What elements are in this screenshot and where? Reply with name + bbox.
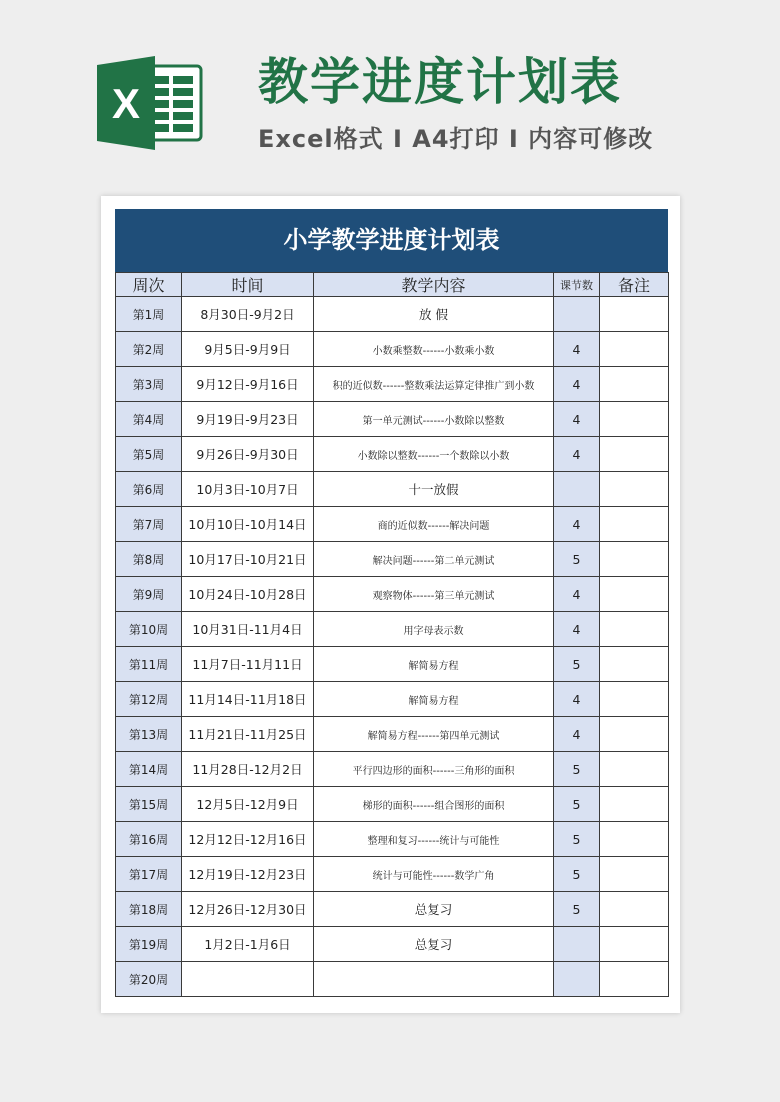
time-cell[interactable] [182,962,314,997]
lesson-count-cell[interactable] [554,927,600,962]
time-cell[interactable]: 11月7日-11月11日 [182,647,314,682]
content-cell[interactable]: 商的近似数------解决问题 [314,507,554,542]
time-cell[interactable]: 11月28日-12月2日 [182,752,314,787]
note-cell[interactable] [600,367,669,402]
column-header-week[interactable]: 周次 [116,273,182,297]
content-cell[interactable]: 整理和复习------统计与可能性 [314,822,554,857]
content-cell[interactable]: 小数除以整数------一个数除以小数 [314,437,554,472]
week-cell[interactable]: 第20周 [116,962,182,997]
table-row [116,822,669,857]
week-cell[interactable]: 第14周 [116,752,182,787]
time-cell[interactable]: 12月19日-12月23日 [182,857,314,892]
time-cell[interactable]: 9月5日-9月9日 [182,332,314,367]
content-cell[interactable]: 解简易方程 [314,682,554,717]
table-row [116,857,669,892]
content-cell[interactable]: 总复习 [314,892,554,927]
week-cell[interactable]: 第8周 [116,542,182,577]
lesson-count-cell[interactable]: 4 [554,682,600,717]
table-row [116,332,669,367]
table-row [116,577,669,612]
week-cell[interactable]: 第10周 [116,612,182,647]
note-cell[interactable] [600,577,669,612]
note-cell[interactable] [600,612,669,647]
table-row [116,402,669,437]
note-cell[interactable] [600,927,669,962]
note-cell[interactable] [600,542,669,577]
note-cell[interactable] [600,752,669,787]
lesson-count-cell[interactable]: 4 [554,402,600,437]
table-row [116,437,669,472]
spreadsheet-sheet [101,196,680,1013]
lesson-count-cell[interactable]: 5 [554,857,600,892]
note-cell[interactable] [600,472,669,507]
table-row [116,647,669,682]
note-cell[interactable] [600,857,669,892]
lesson-count-cell[interactable]: 5 [554,542,600,577]
note-cell[interactable] [600,647,669,682]
week-cell[interactable]: 第17周 [116,857,182,892]
content-cell[interactable]: 观察物体------第三单元测试 [314,577,554,612]
week-cell[interactable]: 第12周 [116,682,182,717]
time-cell[interactable]: 11月21日-11月25日 [182,717,314,752]
table-row [116,507,669,542]
note-cell[interactable] [600,507,669,542]
time-cell[interactable]: 10月10日-10月14日 [182,507,314,542]
time-cell[interactable]: 8月30日-9月2日 [182,297,314,332]
note-cell[interactable] [600,717,669,752]
content-cell[interactable]: 总复习 [314,927,554,962]
lesson-count-cell[interactable]: 5 [554,752,600,787]
note-cell[interactable] [600,892,669,927]
lesson-count-cell[interactable]: 5 [554,647,600,682]
week-cell[interactable]: 第7周 [116,507,182,542]
time-cell[interactable]: 10月24日-10月28日 [182,577,314,612]
lesson-count-cell[interactable]: 5 [554,787,600,822]
header-row [116,273,669,297]
column-header-count[interactable]: 课节数 [554,273,600,297]
table-row [116,927,669,962]
week-cell[interactable]: 第9周 [116,577,182,612]
table-row [116,472,669,507]
week-cell[interactable]: 第19周 [116,927,182,962]
note-cell[interactable] [600,437,669,472]
week-cell[interactable]: 第15周 [116,787,182,822]
note-cell[interactable] [600,787,669,822]
table-row [116,367,669,402]
table-row [116,612,669,647]
lesson-count-cell[interactable]: 4 [554,577,600,612]
time-cell[interactable]: 11月14日-11月18日 [182,682,314,717]
week-cell[interactable]: 第1周 [116,297,182,332]
lesson-count-cell[interactable]: 5 [554,892,600,927]
lesson-count-cell[interactable]: 4 [554,507,600,542]
column-header-note[interactable]: 备注 [600,273,669,297]
lesson-count-cell[interactable] [554,962,600,997]
content-cell[interactable]: 解决问题------第二单元测试 [314,542,554,577]
week-cell[interactable]: 第5周 [116,437,182,472]
lesson-count-cell[interactable]: 4 [554,717,600,752]
table-row [116,892,669,927]
time-cell[interactable]: 9月19日-9月23日 [182,402,314,437]
note-cell[interactable] [600,402,669,437]
table-row [116,542,669,577]
content-cell[interactable]: 积的近似数------整数乘法运算定律推广到小数 [314,367,554,402]
lesson-count-cell[interactable] [554,297,600,332]
table-row [116,717,669,752]
time-cell[interactable]: 10月3日-10月7日 [182,472,314,507]
table-row [116,752,669,787]
time-cell[interactable]: 1月2日-1月6日 [182,927,314,962]
column-header-content[interactable]: 教学内容 [314,273,554,297]
content-cell[interactable]: 第一单元测试------小数除以整数 [314,402,554,437]
lesson-count-cell[interactable]: 4 [554,612,600,647]
table-row [116,962,669,997]
time-cell[interactable]: 9月12日-9月16日 [182,367,314,402]
lesson-count-cell[interactable]: 4 [554,437,600,472]
table-row [116,682,669,717]
content-cell[interactable]: 统计与可能性------数学广角 [314,857,554,892]
content-cell[interactable] [314,962,554,997]
week-cell[interactable]: 第16周 [116,822,182,857]
content-cell[interactable]: 小数乘整数------小数乘小数 [314,332,554,367]
week-cell[interactable]: 第3周 [116,367,182,402]
plan-table [115,272,669,997]
week-cell[interactable]: 第11周 [116,647,182,682]
sheet-title: 小学教学进度计划表 [115,209,668,272]
excel-logo-letter: X [111,80,141,127]
table-row [116,297,669,332]
lesson-count-cell[interactable]: 4 [554,367,600,402]
content-cell[interactable]: 解简易方程------第四单元测试 [314,717,554,752]
page-subtitle: Excel格式 I A4打印 I 内容可修改 [258,125,654,153]
content-cell[interactable]: 用字母表示数 [314,612,554,647]
content-cell[interactable]: 十一放假 [314,472,554,507]
lesson-count-cell[interactable]: 5 [554,822,600,857]
content-cell[interactable]: 平行四边形的面积------三角形的面积 [314,752,554,787]
week-cell[interactable]: 第13周 [116,717,182,752]
time-cell[interactable]: 12月12日-12月16日 [182,822,314,857]
time-cell[interactable]: 12月5日-12月9日 [182,787,314,822]
time-cell[interactable]: 10月17日-10月21日 [182,542,314,577]
note-cell[interactable] [600,332,669,367]
lesson-count-cell[interactable] [554,472,600,507]
time-cell[interactable]: 9月26日-9月30日 [182,437,314,472]
week-cell[interactable]: 第18周 [116,892,182,927]
note-cell[interactable] [600,297,669,332]
content-cell[interactable]: 放 假 [314,297,554,332]
week-cell[interactable]: 第2周 [116,332,182,367]
lesson-count-cell[interactable]: 4 [554,332,600,367]
note-cell[interactable] [600,822,669,857]
content-cell[interactable]: 梯形的面积------组合图形的面积 [314,787,554,822]
note-cell[interactable] [600,682,669,717]
table-row [116,787,669,822]
week-cell[interactable]: 第6周 [116,472,182,507]
page-title: 教学进度计划表 [258,53,622,111]
excel-logo-icon [97,56,203,150]
time-cell[interactable]: 12月26日-12月30日 [182,892,314,927]
week-cell[interactable]: 第4周 [116,402,182,437]
column-header-time[interactable]: 时间 [182,273,314,297]
time-cell[interactable]: 10月31日-11月4日 [182,612,314,647]
note-cell[interactable] [600,962,669,997]
content-cell[interactable]: 解简易方程 [314,647,554,682]
